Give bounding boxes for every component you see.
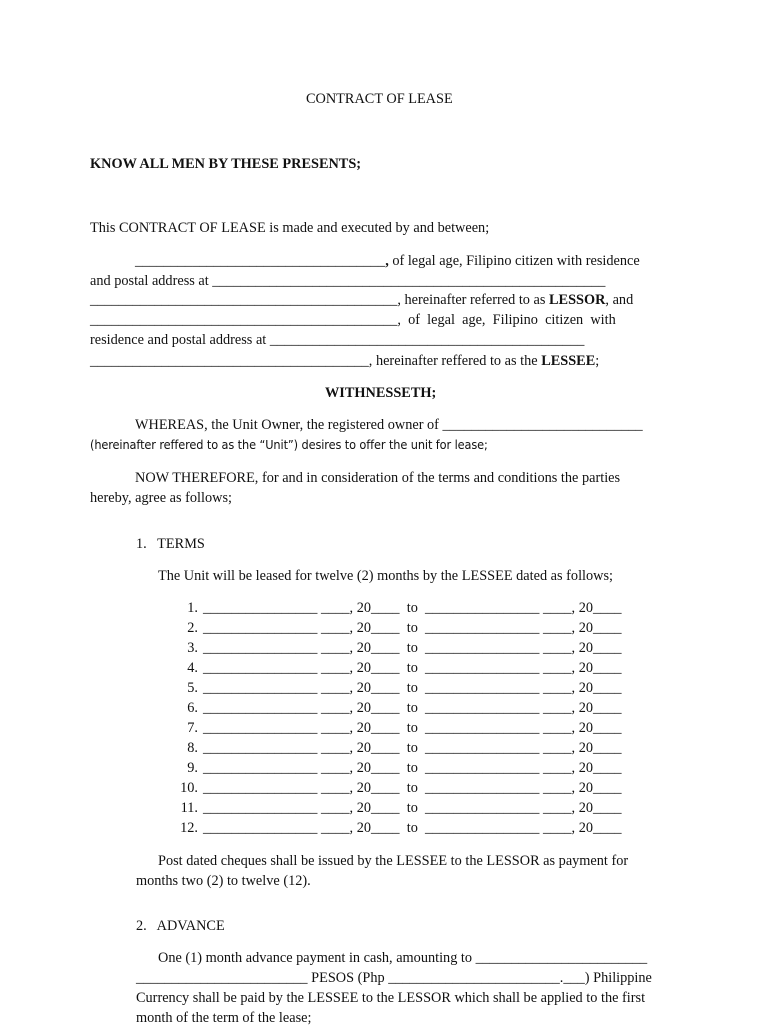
advance-line-3: Currency shall be paid by the LESSEE to the LESSOR which shall be applied to the first	[136, 990, 646, 1006]
lessor-address-line: and postal address at _______________________________________________________	[90, 273, 606, 289]
opening-heading: KNOW ALL MEN BY THESE PRESENTS;	[90, 156, 362, 172]
lessee-name-line: ___________________________________________, of legal age, Filipino citizen with	[90, 312, 616, 328]
now-therefore-line-2: hereby, agree as follows;	[90, 490, 232, 506]
date-line-number: 5.	[187, 680, 198, 696]
date-line-number: 9.	[187, 760, 198, 776]
date-line-blanks: ________________ ____, 20____ to ________________ ____, 20____	[203, 660, 622, 676]
date-line-blanks: ________________ ____, 20____ to ________________ ____, 20____	[203, 820, 622, 836]
date-line-number: 3.	[187, 640, 198, 656]
advance-line-4: month of the term of the lease;	[136, 1010, 312, 1026]
date-line-number: 1.	[187, 600, 198, 616]
date-line-blanks: ________________ ____, 20____ to ________________ ____, 20____	[203, 760, 622, 776]
lessee-referred-line: _______________________________________, hereinafter reffered to as the LESSEE;	[90, 353, 600, 369]
date-line-blanks: ________________ ____, 20____ to ________________ ____, 20____	[203, 700, 622, 716]
date-line-blanks: ________________ ____, 20____ to ________________ ____, 20____	[203, 800, 622, 816]
date-line-blanks: ________________ ____, 20____ to ________________ ____, 20____	[203, 680, 622, 696]
now-therefore-line-1: NOW THEREFORE, for and in consideration of the terms and conditions the parties	[135, 470, 621, 486]
date-line-number: 11.	[180, 800, 198, 816]
date-line-number: 10.	[180, 780, 198, 796]
date-line-blanks: ________________ ____, 20____ to ________________ ____, 20____	[203, 620, 622, 636]
whereas-line-2: (hereinafter reffered to as the “Unit”) desires to offer the unit for lease;	[90, 437, 488, 452]
date-line-blanks: ________________ ____, 20____ to ________________ ____, 20____	[203, 720, 622, 736]
date-line-blanks: ________________ ____, 20____ to ________________ ____, 20____	[203, 780, 622, 796]
lessee-address-line: residence and postal address at ____________________________________________	[90, 332, 585, 348]
section-terms-title: 1. TERMS	[136, 536, 205, 552]
date-line-number: 2.	[187, 620, 198, 636]
date-line-number: 7.	[187, 720, 198, 736]
lessor-referred-line: ___________________________________________, hereinafter referred to as LESSOR, and	[90, 292, 634, 308]
post-dated-line-1: Post dated cheques shall be issued by the LESSEE to the LESSOR as payment for	[158, 853, 629, 869]
section-advance-title: 2. ADVANCE	[136, 918, 225, 934]
post-dated-line-2: months two (2) to twelve (12).	[136, 873, 311, 889]
date-line-number: 12.	[180, 820, 198, 836]
advance-line-1: One (1) month advance payment in cash, amounting to ________________________	[158, 950, 648, 966]
date-line-number: 8.	[187, 740, 198, 756]
document-title: CONTRACT OF LEASE	[306, 91, 453, 107]
whereas-line-1: WHEREAS, the Unit Owner, the registered owner of ____________________________	[135, 417, 643, 433]
intro-paragraph: This CONTRACT OF LEASE is made and executed by and between;	[90, 220, 490, 236]
advance-line-2: ________________________ PESOS (Php ________________________.___) Philippine	[136, 970, 652, 986]
date-line-number: 4.	[187, 660, 198, 676]
date-line-blanks: ________________ ____, 20____ to ________________ ____, 20____	[203, 600, 622, 616]
lessor-name-line: ___________________________________, of legal age, Filipino citizen with residence	[135, 253, 640, 269]
date-line-number: 6.	[187, 700, 198, 716]
date-line-blanks: ________________ ____, 20____ to ________________ ____, 20____	[203, 640, 622, 656]
terms-intro: The Unit will be leased for twelve (2) months by the LESSEE dated as follows;	[158, 568, 614, 584]
witnesseth-heading: WITHNESSETH;	[325, 385, 437, 401]
date-line-blanks: ________________ ____, 20____ to ________________ ____, 20____	[203, 740, 622, 756]
